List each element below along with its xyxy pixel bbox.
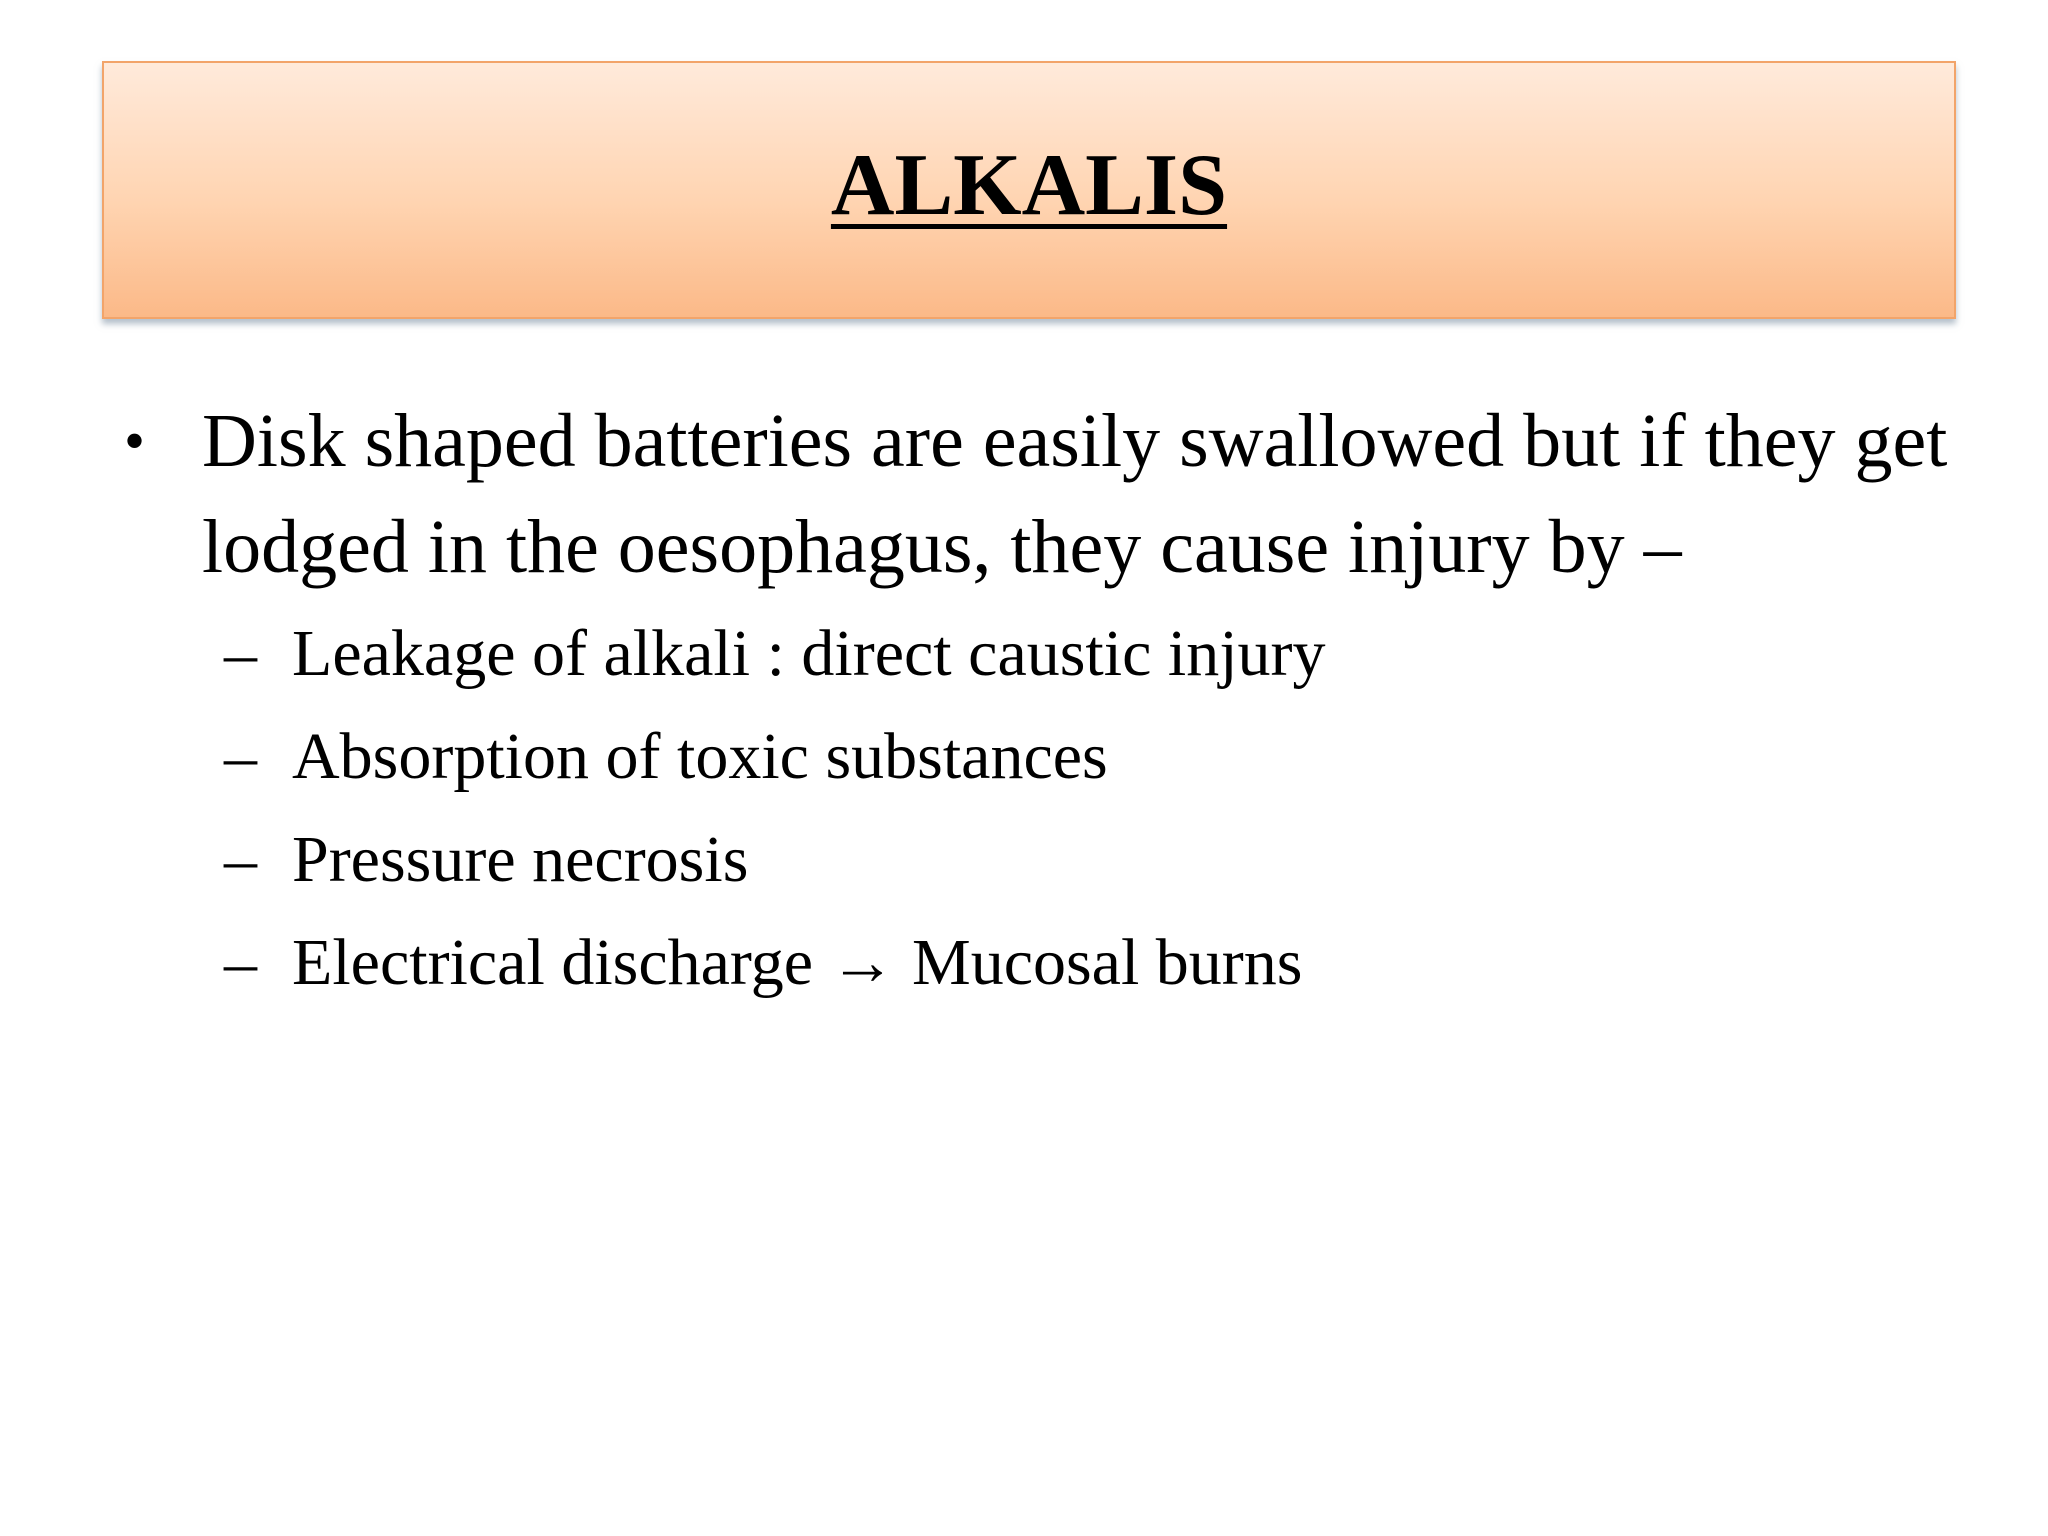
dash-icon: – xyxy=(224,823,257,896)
sub-point-text: Electrical discharge → Mucosal burns xyxy=(292,926,1303,999)
title-banner xyxy=(102,61,1956,319)
main-point-text: Disk shaped batteries are easily swallowed but if they get lodged in the oesophagus, they cause injury by – xyxy=(202,399,1948,589)
bullet-dot-icon: • xyxy=(124,408,146,474)
bullet-item xyxy=(120,388,1960,600)
sub-point-item xyxy=(224,705,1960,808)
sub-point-item xyxy=(224,602,1960,705)
sub-point-list xyxy=(120,602,1960,1014)
dash-icon: – xyxy=(224,926,257,999)
dash-icon: – xyxy=(224,720,257,793)
sub-point-item xyxy=(224,911,1960,1014)
sub-point-text: Pressure necrosis xyxy=(292,823,749,896)
sub-point-text: Leakage of alkali : direct caustic injury xyxy=(292,617,1326,690)
slide-title: ALKALIS xyxy=(830,137,1228,234)
dash-icon: – xyxy=(224,617,257,690)
slide-body xyxy=(120,388,1960,1014)
sub-point-text: Absorption of toxic substances xyxy=(292,720,1108,793)
sub-point-item xyxy=(224,808,1960,911)
